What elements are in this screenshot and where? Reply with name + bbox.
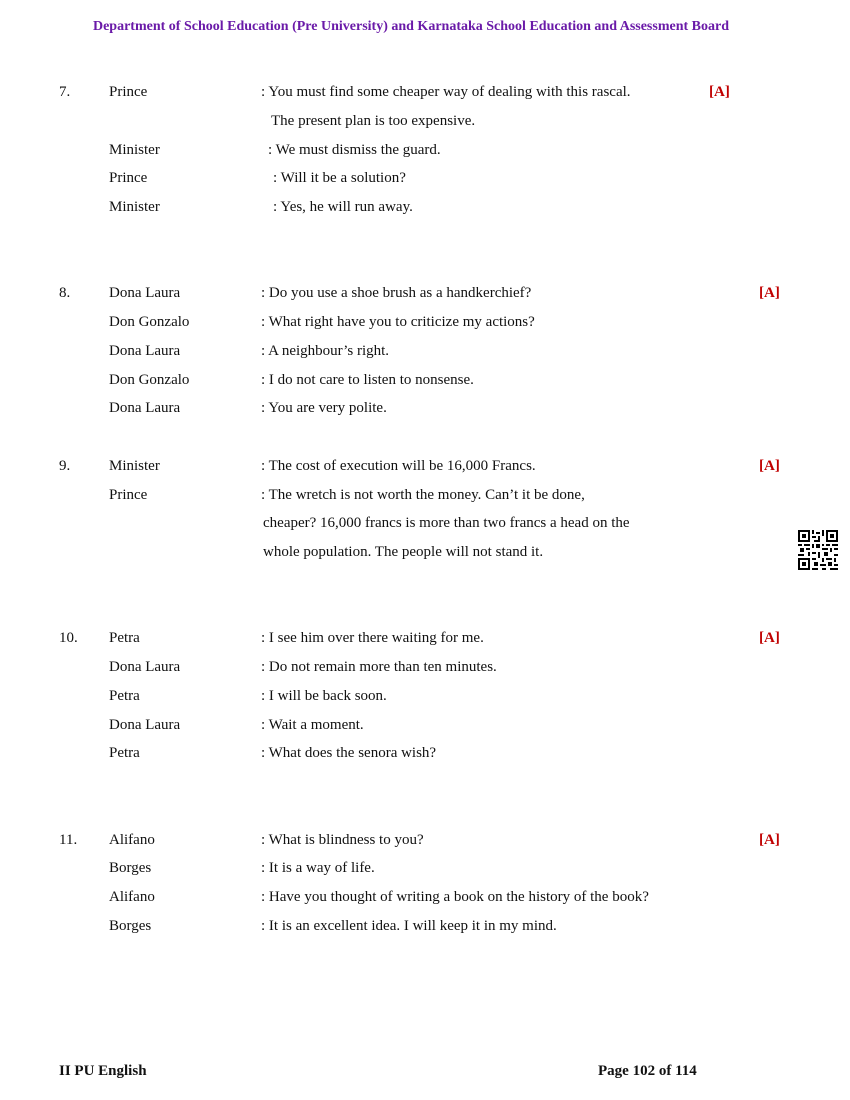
speaker: Petra bbox=[109, 688, 140, 704]
speaker: Don Gonzalo bbox=[109, 314, 190, 330]
speaker: Petra bbox=[109, 630, 140, 646]
dialogue-line: : A neighbour’s right. bbox=[261, 343, 390, 359]
question-number: 11. bbox=[59, 832, 78, 848]
speaker: Dona Laura bbox=[109, 659, 181, 675]
dialogue-line: : Will it be a solution? bbox=[273, 170, 406, 186]
dialogue-line: : You are very polite. bbox=[261, 400, 387, 416]
answer-key: [A] bbox=[759, 285, 780, 301]
speaker: Don Gonzalo bbox=[109, 372, 190, 388]
speaker: Borges bbox=[109, 918, 152, 934]
dialogue-line: : What right have you to criticize my actions? bbox=[261, 314, 535, 330]
speaker: Prince bbox=[109, 487, 148, 503]
speaker: Minister bbox=[109, 142, 160, 158]
dialogue-line: : It is a way of life. bbox=[261, 860, 375, 876]
question-number: 10. bbox=[59, 630, 78, 646]
question-number: 8. bbox=[59, 285, 71, 301]
answer-key: [A] bbox=[759, 458, 780, 474]
speaker: Dona Laura bbox=[109, 285, 181, 301]
dialogue-line: : Yes, he will run away. bbox=[273, 199, 413, 215]
speaker: Prince bbox=[109, 84, 148, 100]
dialogue-line: cheaper? 16,000 francs is more than two francs a head on the bbox=[263, 515, 630, 531]
speaker: Prince bbox=[109, 170, 148, 186]
dialogue-line: : Wait a moment. bbox=[261, 717, 364, 733]
footer-course: II PU English bbox=[59, 1063, 147, 1079]
dialogue-line: : The wretch is not worth the money. Can’t it be done, bbox=[261, 487, 585, 503]
speaker: Minister bbox=[109, 199, 160, 215]
dialogue-line: : What is blindness to you? bbox=[261, 832, 424, 848]
dialogue-line: : I do not care to listen to nonsense. bbox=[261, 372, 474, 388]
dialogue-line: : We must dismiss the guard. bbox=[268, 142, 441, 158]
footer-page-number: Page 102 of 114 bbox=[598, 1063, 697, 1079]
answer-key: [A] bbox=[759, 832, 780, 848]
speaker: Dona Laura bbox=[109, 343, 181, 359]
speaker: Petra bbox=[109, 745, 140, 761]
dialogue-line: : Have you thought of writing a book on the history of the book? bbox=[261, 889, 649, 905]
dialogue-line: : Do you use a shoe brush as a handkerchief? bbox=[261, 285, 532, 301]
speaker: Dona Laura bbox=[109, 400, 181, 416]
speaker: Alifano bbox=[109, 832, 155, 848]
dialogue-line: : I will be back soon. bbox=[261, 688, 387, 704]
dialogue-line: : Do not remain more than ten minutes. bbox=[261, 659, 497, 675]
speaker: Borges bbox=[109, 860, 152, 876]
dialogue-line: : It is an excellent idea. I will keep it in my mind. bbox=[261, 918, 557, 934]
dialogue-line: : I see him over there waiting for me. bbox=[261, 630, 484, 646]
answer-key: [A] bbox=[709, 84, 730, 100]
speaker: Minister bbox=[109, 458, 160, 474]
dialogue-line: : You must find some cheaper way of dealing with this rascal. bbox=[261, 84, 631, 100]
speaker: Alifano bbox=[109, 889, 155, 905]
dialogue-line: : What does the senora wish? bbox=[261, 745, 437, 761]
speaker: Dona Laura bbox=[109, 717, 181, 733]
dialogue-line: : The cost of execution will be 16,000 Francs. bbox=[261, 458, 536, 474]
question-number: 7. bbox=[59, 84, 71, 100]
qr-code-icon bbox=[798, 530, 838, 570]
dialogue-line: The present plan is too expensive. bbox=[271, 113, 476, 129]
question-number: 9. bbox=[59, 458, 71, 474]
dialogue-line: whole population. The people will not stand it. bbox=[263, 544, 544, 560]
page-header: Department of School Education (Pre University) and Karnataka School Education and Assessment Board bbox=[92, 19, 729, 34]
answer-key: [A] bbox=[759, 630, 780, 646]
